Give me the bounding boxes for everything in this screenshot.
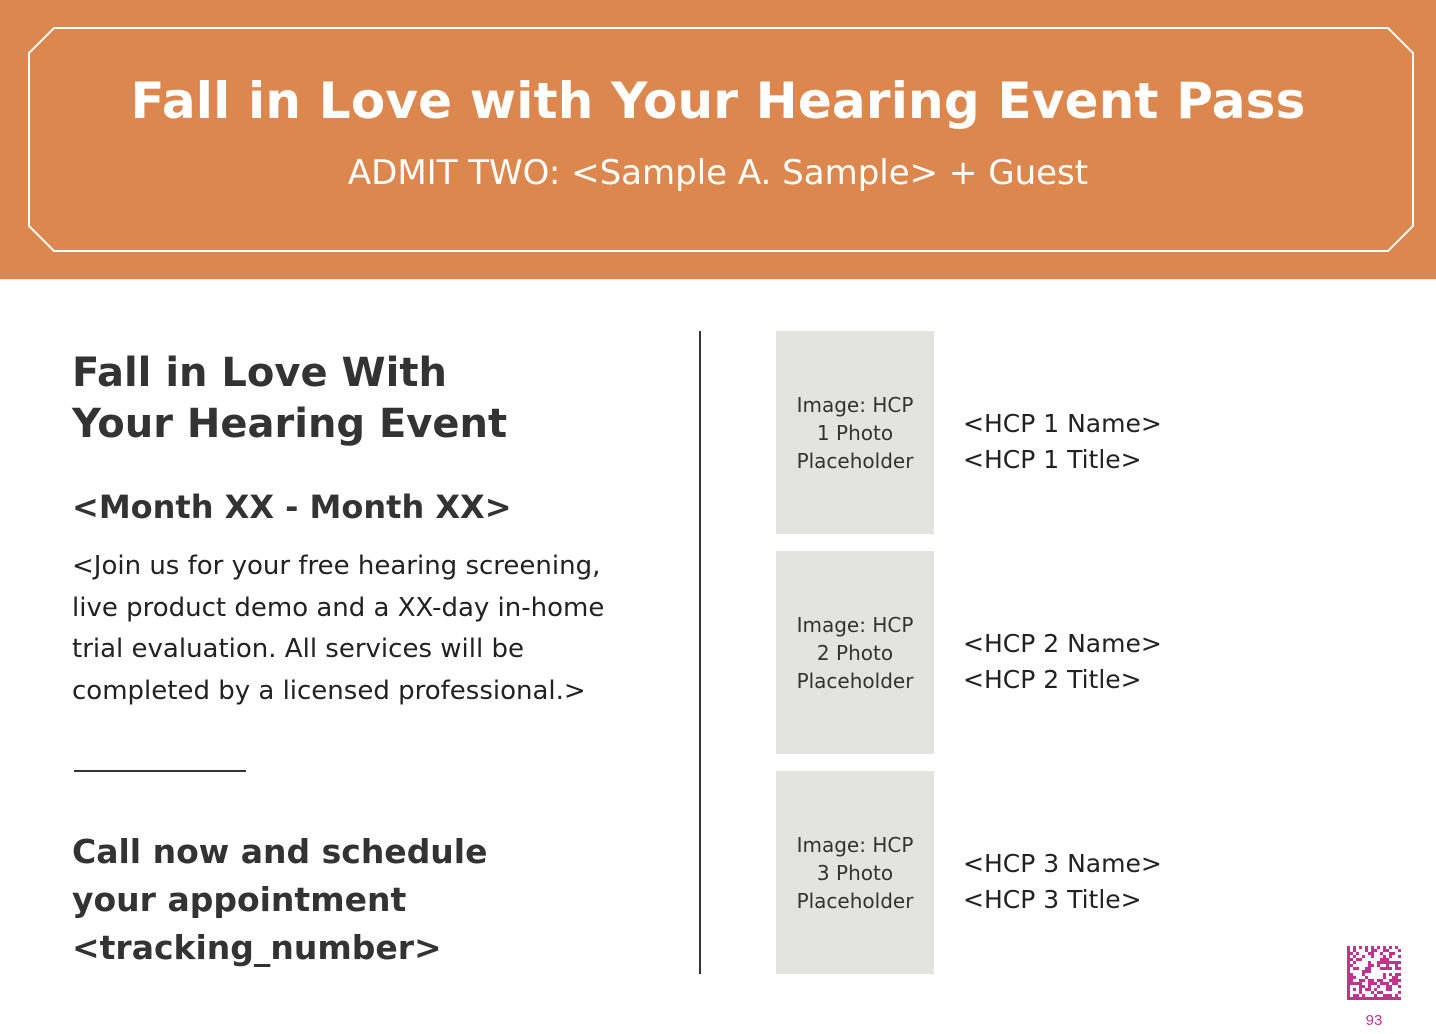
call-to-action — [72, 828, 592, 972]
hcp-photo-placeholder — [776, 331, 934, 534]
event-dates: <Month XX - Month XX> — [72, 488, 512, 526]
hcp-title: <HCP 1 Title> — [963, 445, 1142, 474]
hcp-name: <HCP 1 Name> — [963, 409, 1162, 438]
hcp-photo-label: Image: HCP 2 Photo Placeholder — [796, 612, 914, 693]
cta-line2: your appointment — [72, 880, 407, 919]
hcp-name: <HCP 2 Name> — [963, 629, 1162, 658]
data-matrix-code-icon — [1347, 946, 1401, 1000]
hcp-photo-label: Image: HCP 1 Photo Placeholder — [796, 392, 914, 473]
hcp-name: <HCP 3 Name> — [963, 849, 1162, 878]
hcp-info — [963, 626, 1162, 698]
separator-rule — [74, 770, 246, 772]
tracking-number: <tracking_number> — [72, 928, 442, 967]
event-heading-line2: Your Hearing Event — [72, 401, 508, 447]
hcp-info — [963, 846, 1162, 918]
hcp-title: <HCP 3 Title> — [963, 885, 1142, 914]
hcp-photo-label: Image: HCP 3 Photo Placeholder — [796, 832, 914, 913]
hcp-photo-placeholder — [776, 551, 934, 754]
page-number: 93 — [1365, 1012, 1383, 1029]
event-heading — [72, 348, 507, 450]
event-heading-line1: Fall in Love With — [72, 350, 447, 396]
banner-frame — [28, 27, 1414, 252]
vertical-divider — [699, 331, 701, 974]
hcp-photo-placeholder — [776, 771, 934, 974]
cta-line1: Call now and schedule — [72, 832, 488, 871]
header-banner — [0, 0, 1436, 279]
hcp-info — [963, 406, 1162, 478]
event-pass-title: Fall in Love with Your Hearing Event Pass — [130, 72, 1306, 130]
event-description: <Join us for your free hearing screening, live product demo and a XX-day in-home trial evaluation. All services will be completed by a licensed professional.> — [72, 551, 605, 706]
admit-two-line: ADMIT TWO: <Sample A. Sample> + Guest — [347, 153, 1089, 193]
hcp-title: <HCP 2 Title> — [963, 665, 1142, 694]
